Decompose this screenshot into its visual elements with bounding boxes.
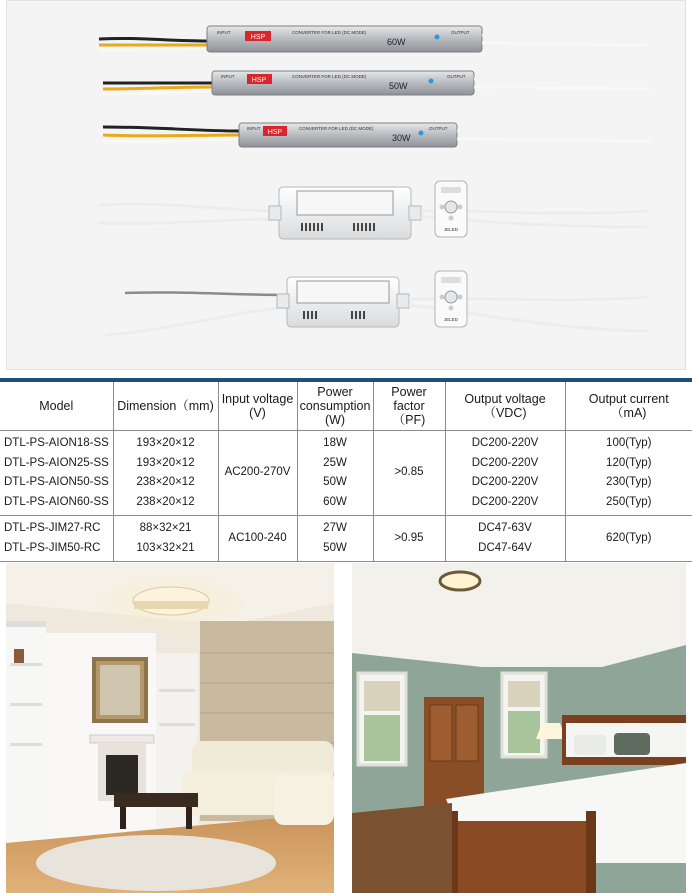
driver-3-output-label: OUTPUT: [429, 126, 448, 131]
remote-driver-27w: [105, 271, 649, 335]
power-factor-cell: >0.95: [373, 516, 445, 562]
header-power-factor: Power factor （PF): [373, 380, 445, 431]
header-dimension: Dimension（mm): [113, 380, 218, 431]
driver-2-title: CONVERTER FOR LED (DC MODE): [292, 74, 367, 79]
input-voltage-cell: AC100-240: [218, 516, 297, 562]
header-power-consumption: Power consumption (W): [297, 380, 373, 431]
table-header-row: [0, 380, 692, 431]
remote-driver-50w: [99, 181, 647, 239]
bedroom-photo: [352, 563, 686, 893]
driver-3-input-label: INPUT: [247, 126, 261, 131]
output-voltage-cell: DC47-63V DC47-64V: [445, 516, 565, 562]
dimension-cell: 88×32×21 103×32×21: [113, 516, 218, 562]
model-cell: DTL-PS-JIM27-RC DTL-PS-JIM50-RC: [0, 516, 113, 562]
output-current-cell: 620(Typ): [565, 516, 692, 562]
driver-1-title: CONVERTER FOR LED (DC MODE): [292, 30, 367, 35]
driver-2-brand: HSP: [251, 77, 267, 84]
header-output-voltage: Output voltage （VDC): [445, 380, 565, 431]
driver-3-wattage: 30W: [392, 133, 411, 143]
table-row-group-jim: [0, 516, 692, 562]
header-model: Model: [0, 380, 113, 431]
driver-2-output-label: OUTPUT: [447, 74, 466, 79]
driver-1-brand: HSP: [250, 34, 266, 41]
power-cell: 27W 50W: [297, 516, 373, 562]
driver-1-input-label: INPUT: [217, 30, 231, 35]
driver-3-brand: HSP: [267, 129, 283, 136]
header-output-current: Output current （mA): [565, 380, 692, 431]
driver-1-wattage: 60W: [387, 37, 406, 47]
led-driver-products-illustration: [7, 1, 685, 369]
living-room-photo: [6, 563, 334, 893]
driver-1-output-label: OUTPUT: [451, 30, 470, 35]
model-cell: DTL-PS-AION18-SS DTL-PS-AION25-SS DTL-PS-AION50-SS DTL-PS-AION60-SS: [0, 431, 113, 516]
output-voltage-cell: DC200-220V DC200-220V DC200-220V DC200-220V: [445, 431, 565, 516]
remote-2-brand: JELED: [443, 317, 459, 322]
power-factor-cell: >0.85: [373, 431, 445, 516]
header-input-voltage: Input voltage (V): [218, 380, 297, 431]
table-row-group-aion: [0, 431, 692, 516]
product-photo-panel: [6, 0, 686, 370]
driver-60w: [99, 26, 647, 52]
input-voltage-cell: AC200-270V: [218, 431, 297, 516]
power-cell: 18W 25W 50W 60W: [297, 431, 373, 516]
driver-2-wattage: 50W: [389, 81, 408, 91]
spec-table: [0, 378, 692, 562]
remote-1-brand: JELED: [443, 227, 459, 232]
output-current-cell: 100(Typ) 120(Typ) 230(Typ) 250(Typ): [565, 431, 692, 516]
dimension-cell: 193×20×12 193×20×12 238×20×12 238×20×12: [113, 431, 218, 516]
driver-3-title: CONVERTER FOR LED (DC MODE): [299, 126, 374, 131]
driver-50w: [103, 71, 649, 95]
driver-30w: [103, 121, 651, 147]
driver-2-input-label: INPUT: [221, 74, 235, 79]
